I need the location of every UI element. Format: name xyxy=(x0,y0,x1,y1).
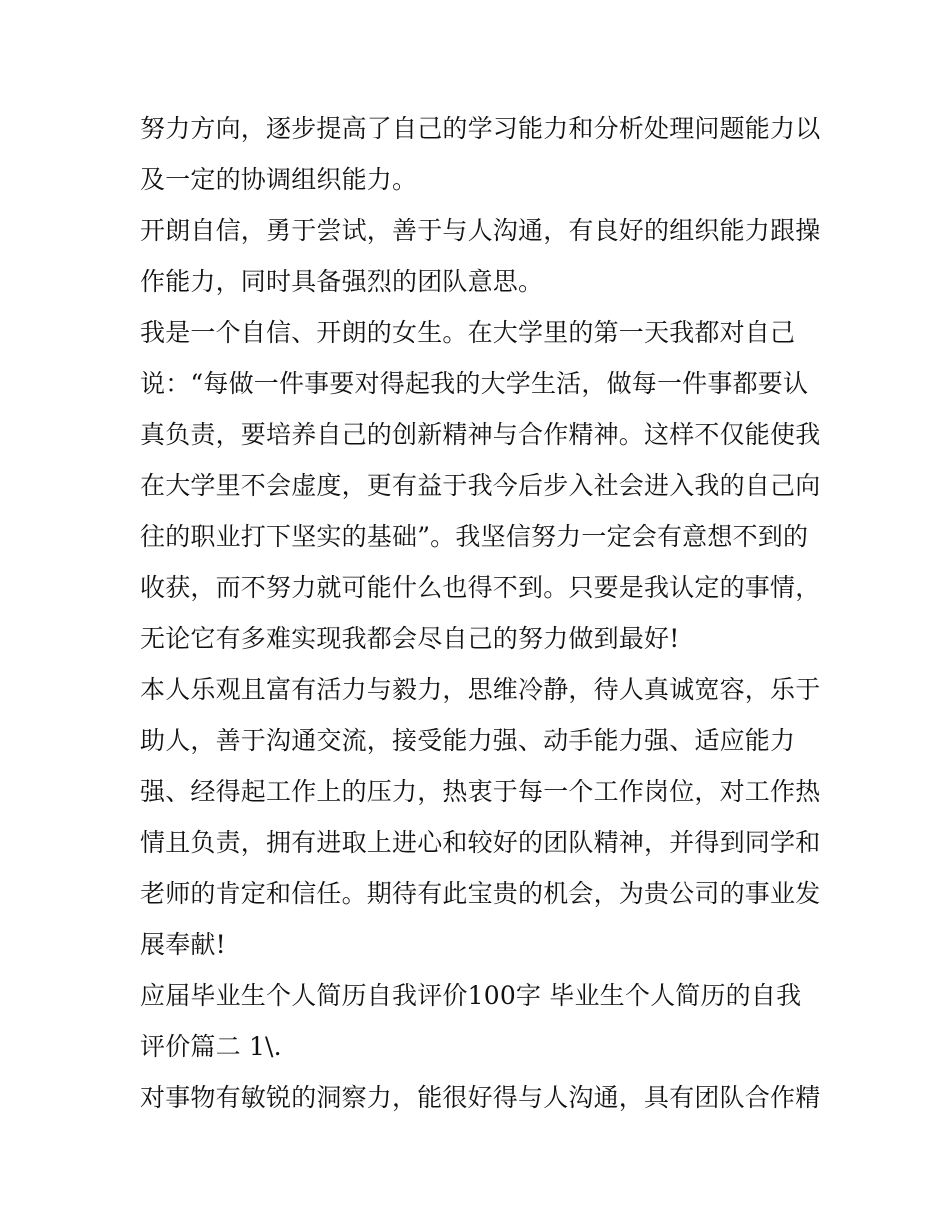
text-line: 应届毕业生个人简历自我评价100字 毕业生个人简历的自我 xyxy=(140,981,802,1010)
text-line: 及一定的协调组织能力。 xyxy=(140,165,418,194)
text-line: 情且负责，拥有进取上进心和较好的团队精神，并得到同学和 xyxy=(140,828,821,857)
text-line: 展奉献! xyxy=(140,930,226,959)
text-line: 往的职业打下坚实的基础”。我坚信努力一定会有意想不到的 xyxy=(140,522,809,551)
text-line: 强、经得起工作上的压力，热衷于每一个工作岗位，对工作热 xyxy=(140,777,821,806)
text-line: 我是一个自信、开朗的女生。在大学里的第一天我都对自己 xyxy=(140,318,796,347)
text-line: 助人，善于沟通交流，接受能力强、动手能力强、适应能力 xyxy=(140,726,796,755)
text-line: 努力方向，逐步提高了自己的学习能力和分析处理问题能力以 xyxy=(140,114,821,143)
document-body xyxy=(140,103,830,1123)
text-line: 对事物有敏锐的洞察力，能很好得与人沟通，具有团队合作精 xyxy=(140,1083,821,1112)
text-line: 在大学里不会虚度，更有益于我今后步入社会进入我的自己向 xyxy=(140,471,821,500)
text-line: 老师的肯定和信任。期待有此宝贵的机会，为贵公司的事业发 xyxy=(140,879,821,908)
text-line: 作能力，同时具备强烈的团队意思。 xyxy=(140,267,544,296)
text-line: 说：“每做一件事要对得起我的大学生活，做每一件事都要认 xyxy=(140,369,809,398)
text-line: 收获，而不努力就可能什么也得不到。只要是我认定的事情， xyxy=(140,573,821,602)
text-line: 评价篇二 1\. xyxy=(140,1032,282,1061)
text-line: 真负责，要培养自己的创新精神与合作精神。这样不仅能使我 xyxy=(140,420,821,449)
text-line: 开朗自信，勇于尝试，善于与人沟通，有良好的组织能力跟操 xyxy=(140,216,821,245)
text-line: 本人乐观且富有活力与毅力，思维冷静，待人真诚宽容，乐于 xyxy=(140,675,821,704)
text-line: 无论它有多难实现我都会尽自己的努力做到最好! xyxy=(140,624,680,653)
